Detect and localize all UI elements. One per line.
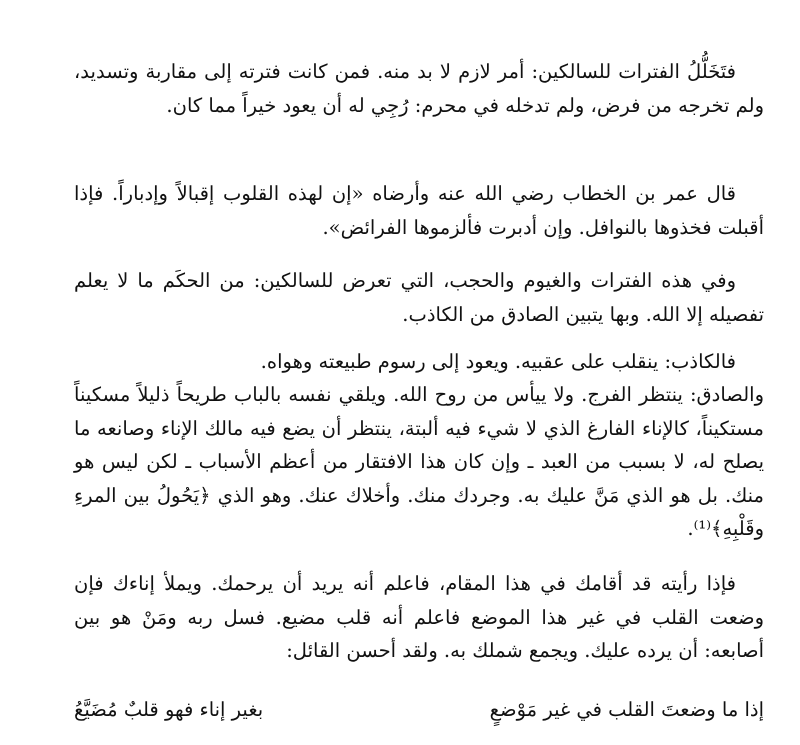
verse-first-hemistich: إذا ما وضعتَ القلب في غير مَوْضعٍ <box>489 698 764 721</box>
paragraph-hikam <box>74 264 764 331</box>
paragraph-kadhib <box>74 345 764 379</box>
paragraph-text: فتَخَلُّلُ الفترات للسالكين: أمر لازم لا بد منه. فمن كانت فترته إلى مقاربة وتسديد، ولم تخرجه من فرض، ولم تدخله في محرم: رُجِي له أن يعود خيراً مما كان. <box>74 60 764 117</box>
paragraph-sadiq <box>74 378 764 546</box>
paragraph-text: والصادق: ينتظر الفرج. ولا ييأس من روح الله. ويلقي نفسه بالباب طريحاً ذليلاً مسكيناً مستكيناً، كالإناء الفارغ الذي لا شيء فيه ألبتة، ينتظر أن يضع فيه مالك الإناء وصانعه ما يصلح له، لا بسبب من العبد ـ وإن كان هذا الافتقار من أعظم الأسباب ـ لكن ليس هو منك. بل هو الذي مَنَّ عليك به. وجردك منك. وأخلاك عنك. وهو الذي ﴿يَحُولُ بين المرءِ وقَلْبِهِ﴾⁽¹⁾. <box>74 383 764 540</box>
paragraph-umar-quote <box>74 177 764 244</box>
paragraph-text: قال عمر بن الخطاب رضي الله عنه وأرضاه «إن لهذه القلوب إقبالاً وإدباراً. فإذا أقبلت فخذوها بالنوافل. وإن أدبرت فألزموها الفرائض». <box>74 182 764 239</box>
paragraph-text: فالكاذب: ينقلب على عقبيه. ويعود إلى رسوم طبيعته وهواه. <box>260 350 736 373</box>
paragraph-text: فإذا رأيته قد أقامك في هذا المقام، فاعلم أنه يريد أن يرحمك. ويملأ إناءك فإن وضعت القلب في غير هذا الموضع فاعلم أنه قلب مضيع. فسل ربه ومَنْ هو بين أصابعه: أن يرده عليك. ويجمع شملك به. ولقد أحسن القائل: <box>74 572 764 662</box>
paragraph-text: وفي هذه الفترات والغيوم والحجب، التي تعرض للسالكين: من الحكَم ما لا يعلم تفصيله إلا الله. وبها يتبين الصادق من الكاذب. <box>74 269 764 326</box>
paragraph-maqam <box>74 567 764 668</box>
paragraph-fatrat <box>74 55 764 122</box>
verse-second-hemistich: بغير إناء فهو قلبٌ مُضَيَّعُ <box>74 698 264 721</box>
poetry-verse <box>74 693 764 727</box>
